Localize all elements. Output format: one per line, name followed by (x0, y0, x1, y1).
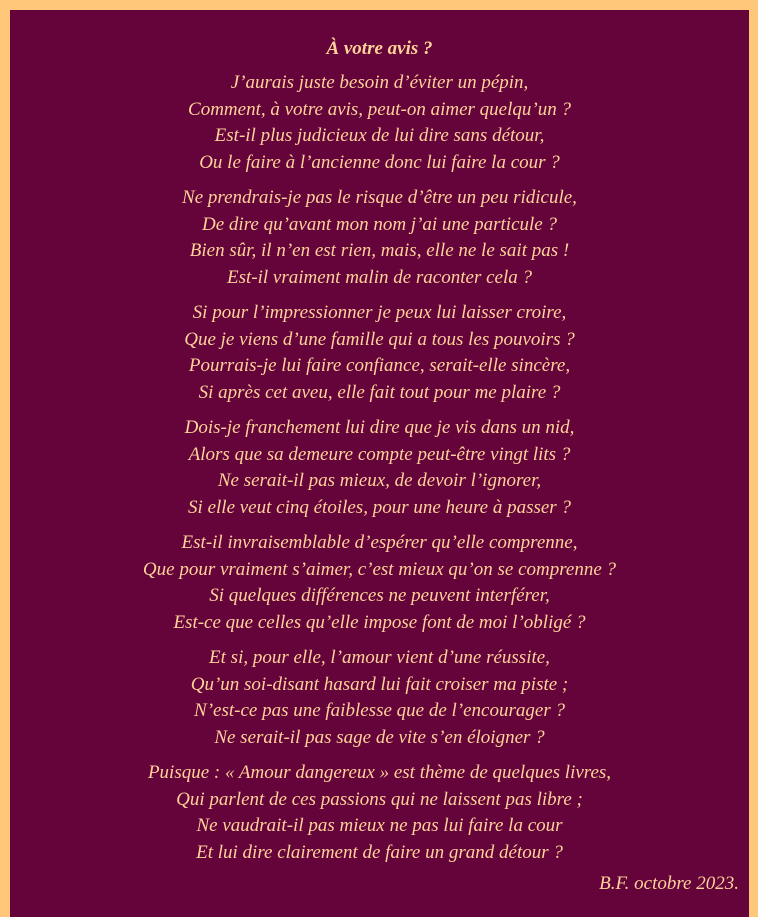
poem-body (10, 38, 749, 875)
poem-line: De dire qu’avant mon nom j’ai une particule ? (202, 213, 557, 235)
poem-line: Qu’un soi-disant hasard lui fait croiser ma piste ; (190, 673, 569, 695)
poem-line: Si pour l’impressionner je peux lui laisser croire, (192, 302, 567, 323)
poem-line: Pourrais-je lui faire confiance, serait-elle sincère, (188, 355, 571, 376)
poem-line: Est-il vraiment malin de raconter cela ? (227, 266, 532, 288)
stanza-7 (10, 760, 749, 866)
stanza-5 (10, 530, 749, 636)
poem-line: Qui parlent de ces passions qui ne laissent pas libre ; (176, 788, 583, 810)
poem-line: Comment, à votre avis, peut-on aimer quelqu’un ? (188, 98, 571, 120)
poem-line: Est-il plus judicieux de lui dire sans détour, (214, 125, 545, 146)
poem-line: Si après cet aveu, elle fait tout pour me plaire ? (198, 381, 561, 403)
poem-line: Est-il invraisemblable d’espérer qu’elle comprenne, (181, 532, 578, 553)
stanza-4 (10, 415, 749, 521)
stanza-2 (10, 185, 749, 291)
poem-title: À votre avis ? (326, 38, 433, 59)
stanza-6 (10, 645, 749, 751)
signature: B.F. octobre 2023. (599, 873, 739, 894)
poem-line: Si elle veut cinq étoiles, pour une heure à passer ? (188, 496, 571, 518)
poem-line: Et si, pour elle, l’amour vient d’une réussite, (209, 647, 550, 668)
poem-line: Puisque : « Amour dangereux » est thème de quelques livres, (147, 762, 612, 783)
poem-panel (10, 10, 749, 917)
poem-line: Et lui dire clairement de faire un grand détour ? (196, 841, 563, 863)
poem-line: Que pour vraiment s’aimer, c’est mieux qu’on se comprenne ? (142, 558, 617, 580)
poem-line: Dois-je franchement lui dire que je vis dans un nid, (184, 417, 575, 438)
poem-line: Bien sûr, il n’en est rien, mais, elle ne le sait pas ! (189, 240, 570, 261)
stanza-3 (10, 300, 749, 406)
poem-line: Ne vaudrait-il pas mieux ne pas lui faire la cour (196, 815, 563, 836)
poem-line: Ne prendrais-je pas le risque d’être un peu ridicule, (182, 187, 577, 208)
poem-line: J’aurais juste besoin d’éviter un pépin, (230, 72, 529, 93)
poem-line: Ou le faire à l’ancienne donc lui faire la cour ? (199, 151, 560, 173)
poem-line: Est-ce que celles qu’elle impose font de moi l’obligé ? (173, 611, 586, 633)
poem-line: Que je viens d’une famille qui a tous les pouvoirs ? (184, 328, 575, 350)
poem-line: Ne serait-il pas sage de vite s’en éloigner ? (214, 726, 545, 748)
poem-line: Ne serait-il pas mieux, de devoir l’ignorer, (217, 470, 542, 491)
stanza-1 (10, 70, 749, 176)
poem-line: N’est-ce pas une faiblesse que de l’encourager ? (194, 700, 565, 721)
poem-line: Si quelques différences ne peuvent interférer, (209, 585, 550, 606)
poem-line: Alors que sa demeure compte peut-être vingt lits ? (188, 443, 571, 465)
